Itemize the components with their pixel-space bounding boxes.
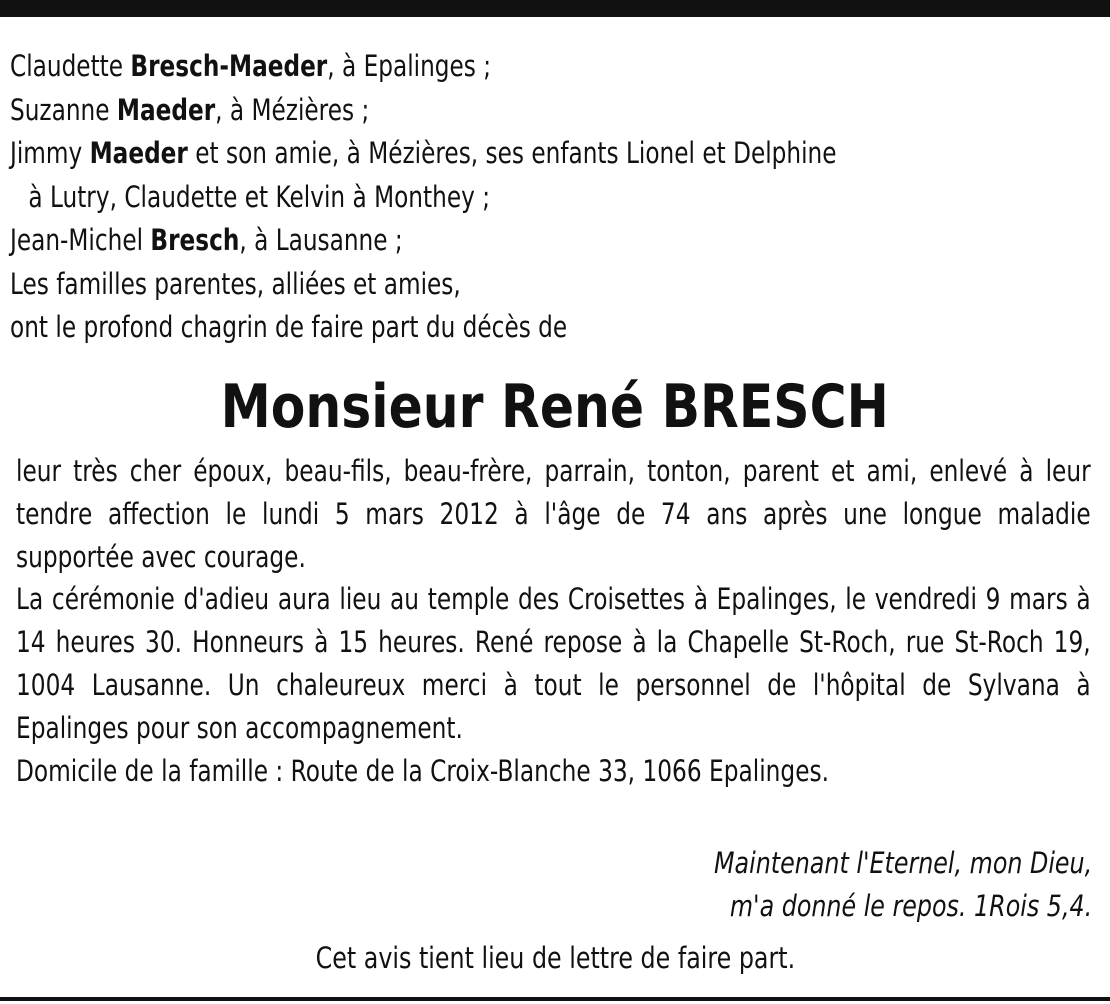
bottom-border-rule <box>0 997 1110 1001</box>
verse-line: m'a donné le repos. 1Rois 5,4. <box>729 889 1092 923</box>
obituary-body <box>16 450 1091 792</box>
family-surname: Maeder <box>116 92 216 127</box>
deceased-name-heading <box>0 372 1110 442</box>
footer-note-text: Cet avis tient lieu de lettre de faire part. <box>315 941 795 975</box>
family-first-name: Jimmy <box>10 136 90 170</box>
family-list <box>10 45 882 350</box>
family-surname: Maeder <box>89 136 188 170</box>
ceremony-paragraph: La cérémonie d'adieu aura lieu au temple des Croisettes à Epalinges, le vendredi 9 mars à 14 heures 30. Honneurs à 15 heures. René repose à la Chapelle St-Roch, rue St-Roch 19, 1004 Lausanne. Un chaleureux merci à tout le personnel de l'hôpital de Sylvana à Epalinges pour son accompagnement. <box>16 582 1091 745</box>
bible-verse <box>714 842 1092 928</box>
family-line <box>10 132 882 176</box>
family-surname: Bresch <box>150 223 240 257</box>
family-line <box>10 45 882 89</box>
footer-note <box>0 937 1110 980</box>
family-location: et son amie, à Mézières, ses enfants Lionel et Delphine <box>187 136 837 170</box>
obituary-paragraph: leur très cher époux, beau-fils, beau-frère, parrain, tonton, parent et ami, enlevé à leur tendre affection le lundi 5 mars 2012 à l'âge de 74 ans après une longue maladie supportée avec courage. <box>16 454 1091 574</box>
family-first-name: Claudette <box>10 49 131 83</box>
deceased-name: Monsieur René BRESCH <box>220 372 890 442</box>
family-relatives-line: Les familles parentes, alliées et amies, <box>10 266 461 301</box>
top-border-rule <box>0 0 1110 17</box>
family-location: , à Mézières ; <box>215 92 370 127</box>
family-first-name: Jean-Michel <box>10 223 151 257</box>
family-location: , à Lausanne ; <box>239 223 403 257</box>
family-line <box>10 219 882 263</box>
family-line-continued: à Lutry, Claudette et Kelvin à Monthey ; <box>28 179 491 214</box>
announcement-intro: ont le profond chagrin de faire part du décès de <box>10 310 568 344</box>
family-first-name: Suzanne <box>10 92 117 127</box>
family-address-paragraph: Domicile de la famille : Route de la Croix-Blanche 33, 1066 Epalinges. <box>16 753 830 788</box>
family-location: , à Epalinges ; <box>327 49 492 83</box>
family-line <box>10 89 882 133</box>
family-surname: Bresch-Maeder <box>130 49 328 83</box>
verse-line: Maintenant l'Eternel, mon Dieu, <box>713 846 1092 880</box>
